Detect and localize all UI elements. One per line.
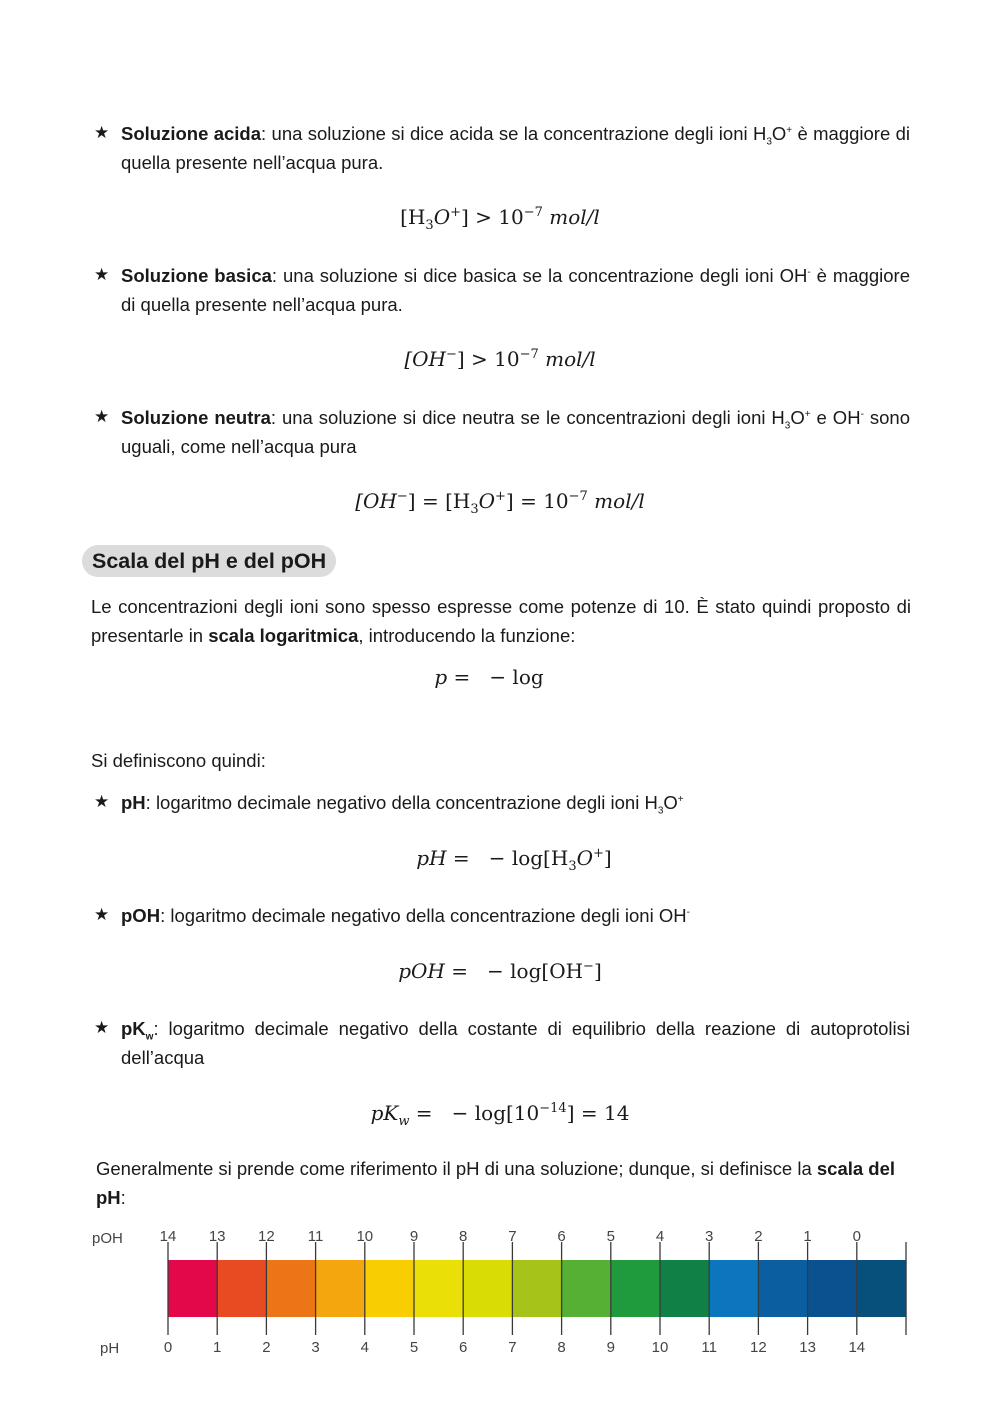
ph-scale-band <box>857 1260 907 1317</box>
poh-axis-label: pOH <box>92 1230 123 1247</box>
ph-scale-band <box>168 1260 218 1317</box>
star-bullet-icon: ★ <box>94 265 110 285</box>
neutral-solution-text: Soluzione neutra: una soluzione si dice neutra se le concentrazioni degli ioni $H_3O^+$ e OH- sono uguali, come nell’acqua pura <box>121 407 910 457</box>
poh-tick-label: 2 <box>754 1228 763 1245</box>
ph-tick-label: 11 <box>701 1339 717 1356</box>
poh-tick-label: 0 <box>852 1228 861 1245</box>
ph-tick-label: 1 <box>213 1339 222 1356</box>
ph-tick-label: 9 <box>606 1339 615 1356</box>
basic-solution-item <box>94 261 910 319</box>
poh-tick-label: 1 <box>803 1228 812 1245</box>
ph-scale-band <box>660 1260 710 1317</box>
ph-tick-label: 0 <box>163 1339 173 1356</box>
poh-tick-label: 9 <box>409 1228 419 1245</box>
ph-scale-band <box>316 1260 366 1317</box>
poh-tick-label: 13 <box>208 1228 226 1245</box>
poh-tick-label: 11 <box>307 1228 324 1245</box>
poh-tick-label: 10 <box>356 1228 374 1245</box>
pkw-definition-item <box>94 1014 910 1072</box>
acid-formula: $[H_3O^+] > 10^{-7}$ mol/l <box>400 205 600 233</box>
section-heading: Scala del pH e del pOH <box>82 545 336 577</box>
poh-tick-label: 3 <box>705 1228 714 1245</box>
poh-tick-label: 12 <box>258 1228 275 1245</box>
poh-tick-label: 7 <box>508 1228 517 1245</box>
ph-definition-text: pH: logaritmo decimale negativo della concentrazione degli ioni $H_3O^+$ <box>121 792 684 817</box>
ph-tick-label: 14 <box>848 1339 866 1356</box>
ph-tick-label: 3 <box>311 1339 320 1356</box>
neutral-solution-item <box>94 403 910 461</box>
poh-tick-label: 6 <box>557 1228 566 1245</box>
p-function-formula: p = − log <box>434 665 544 689</box>
poh-tick-label: 14 <box>159 1228 177 1245</box>
ph-axis-label: pH <box>100 1340 120 1357</box>
ph-scale-figure <box>0 1215 1000 1365</box>
star-bullet-icon: ★ <box>94 123 110 143</box>
definitions-intro: Si definiscono quindi: <box>91 750 266 771</box>
ph-scale-band <box>365 1260 415 1317</box>
ph-scale-band <box>611 1260 661 1317</box>
ph-scale-band <box>512 1260 562 1317</box>
ph-tick-label: 4 <box>360 1339 369 1356</box>
ph-tick-label: 10 <box>651 1339 669 1356</box>
ph-tick-label: 6 <box>459 1339 468 1356</box>
poh-formula: pOH = − log[OH−] <box>398 959 602 983</box>
ph-tick-label: 7 <box>508 1339 517 1356</box>
ph-scale-band <box>562 1260 612 1317</box>
ph-tick-label: 8 <box>557 1339 566 1356</box>
poh-definition-text: pOH: logaritmo decimale negativo della concentrazione degli ioni OH- <box>121 905 690 926</box>
basic-formula: $[OH^-] > 10^{-7}$ mol/l <box>404 347 596 371</box>
pkw-formula: $pK_w$ = − $\log[10^{-14}] = 14$ <box>370 1101 630 1129</box>
ph-tick-label: 13 <box>799 1339 816 1356</box>
poh-definition-item <box>94 901 910 930</box>
ph-formula: pH = − $\log[H_3O^+]$ <box>416 846 612 874</box>
poh-tick-label: 8 <box>459 1228 468 1245</box>
star-bullet-icon: ★ <box>94 1018 110 1038</box>
ph-scale-band <box>266 1260 316 1317</box>
ph-scale-band <box>414 1260 464 1317</box>
neutral-formula: $[OH^-] = [H_3O^+] = 10^{-7}$ mol/l <box>355 489 645 517</box>
acid-solution-item <box>94 119 910 177</box>
ph-tick-label: 12 <box>750 1339 767 1356</box>
ph-scale-band <box>758 1260 808 1317</box>
poh-tick-label: 5 <box>606 1228 615 1245</box>
ph-tick-label: 5 <box>409 1339 419 1356</box>
star-bullet-icon: ★ <box>94 792 110 812</box>
basic-solution-text: Soluzione basica: una soluzione si dice basica se la concentrazione degli ioni OH- è maggiore di quella presente nell’acqua pura. <box>121 265 910 315</box>
ph-tick-label: 2 <box>262 1339 271 1356</box>
ph-definition-item <box>94 788 910 817</box>
star-bullet-icon: ★ <box>94 905 110 925</box>
ph-scale-band <box>709 1260 759 1317</box>
ph-scale-band <box>808 1260 858 1317</box>
acid-solution-text: Soluzione acida: una soluzione si dice acida se la concentrazione degli ioni $H_3O^+$ è maggiore di quella presente nell’acqua pura. <box>121 123 911 173</box>
intro-paragraph: Le concentrazioni degli ioni sono spesso espresse come potenze di 10. È stato quindi proposto di presentarle in scala logaritmica, introducendo la funzione: <box>91 596 911 646</box>
pkw-definition-text: $pK_w$: logaritmo decimale negativo della costante di equilibrio della reazione di autoprotolisi dell’acqua <box>121 1018 910 1068</box>
closing-paragraph: Generalmente si prende come riferimento il pH di una soluzione; dunque, si definisce la scala del pH: <box>96 1158 896 1208</box>
star-bullet-icon: ★ <box>94 407 110 427</box>
poh-tick-label: 4 <box>655 1228 665 1245</box>
ph-scale-band <box>463 1260 513 1317</box>
ph-scale-band <box>217 1260 267 1317</box>
